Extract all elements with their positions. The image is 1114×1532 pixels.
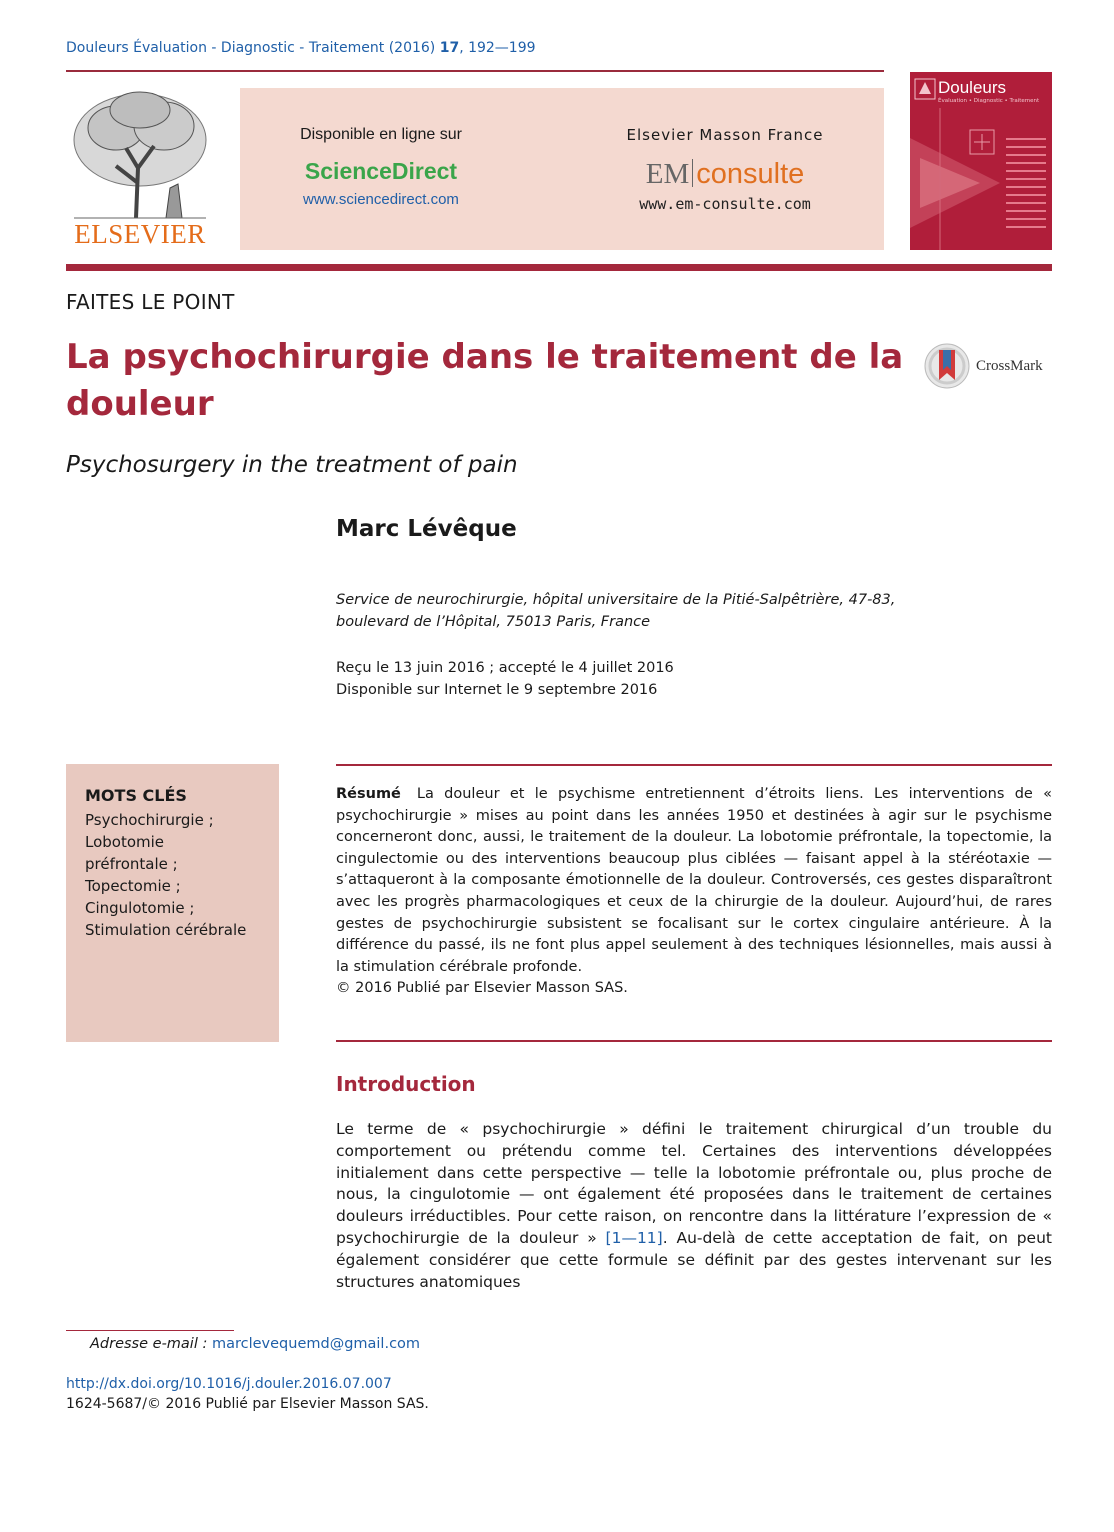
journal-volume: 17 xyxy=(439,40,460,56)
emconsulte-logo xyxy=(570,158,880,191)
introduction-heading: Introduction xyxy=(336,1072,476,1096)
intro-text-continued: . Au-delà de cette acceptation de fait, on peut également considérer que cette formule se définit par des gestes intervenant sur les structures anatomiques xyxy=(336,1228,1052,1291)
header-thick-rule xyxy=(66,264,1052,271)
email-link[interactable]: marclevequemd@gmail.com xyxy=(211,1336,421,1352)
abstract-body xyxy=(336,784,1052,978)
cover-subtitle: Évaluation • Diagnostic • Traitement xyxy=(938,98,1040,104)
crossmark-label: CrossMark xyxy=(976,358,1043,374)
cover-title: Douleurs xyxy=(938,78,1007,97)
emconsulte-block[interactable] xyxy=(570,88,880,213)
tree-icon xyxy=(66,88,214,220)
introduction-paragraph xyxy=(336,1119,1052,1293)
affiliation-line: Service de neurochirurgie, hôpital universitaire de la Pitié-Salpêtrière, 47-83, xyxy=(336,592,896,608)
availability-banner xyxy=(240,88,884,250)
footnote-email xyxy=(90,1336,420,1352)
em-wordmark: EM xyxy=(645,158,690,190)
keyword-item: Psychochirurgie ; xyxy=(85,811,214,829)
elsevier-logo[interactable] xyxy=(66,88,214,250)
sciencedirect-logo: ScienceDirect xyxy=(304,158,458,184)
affiliation-line: boulevard de l’Hôpital, 75013 Paris, France xyxy=(336,614,651,630)
abstract xyxy=(336,784,1052,1000)
keywords-box xyxy=(66,764,279,1042)
email-label: Adresse e-mail : xyxy=(90,1336,208,1352)
sciencedirect-block[interactable] xyxy=(240,88,522,208)
available-online-label: Disponible en ligne sur xyxy=(300,126,462,143)
article-subtitle-english: Psychosurgery in the treatment of pain xyxy=(66,452,518,478)
cover-logo-icon xyxy=(914,78,936,100)
journal-cover[interactable] xyxy=(910,72,1052,250)
journal-name: Douleurs Évaluation - Diagnostic - Traitement (2016) xyxy=(66,40,440,56)
keyword-item: Lobotomie xyxy=(85,833,165,851)
doi-link[interactable]: http://dx.doi.org/10.1016/j.douler.2016.07.007 xyxy=(66,1376,392,1392)
emconsulte-link[interactable]: www.em-consulte.com xyxy=(639,195,811,213)
elsevier-masson-label: Elsevier Masson France xyxy=(626,126,824,144)
sciencedirect-link[interactable]: www.sciencedirect.com xyxy=(303,191,459,208)
keywords-list xyxy=(85,809,246,941)
abstract-rule-top xyxy=(336,764,1052,766)
logo-divider xyxy=(692,159,693,187)
intro-text: Le terme de « psychochirurgie » défini le traitement chirurgical d’un trouble du comportement ou prétendu comme tel. Certaines des interventions développées initialement dans cette perspective — telle la lobotomie préfrontale ou, plus proche de nous, la cingulotomie — ont également été proposées dans le traitement de certaines douleurs irréductibles. Pour cette raison, on rencontre dans la littérature l’expression de « psychochirurgie de la douleur » xyxy=(336,1120,1052,1247)
author-affiliation xyxy=(336,589,1052,633)
keyword-item: Cingulotomie ; xyxy=(85,899,195,917)
journal-citation[interactable] xyxy=(66,40,536,56)
keyword-item: Stimulation cérébrale xyxy=(85,921,247,939)
article-dates xyxy=(336,657,1052,701)
consulte-wordmark: consulte xyxy=(696,158,805,190)
header-rule xyxy=(66,70,884,72)
author-name: Marc Lévêque xyxy=(336,516,517,542)
abstract-copyright: © 2016 Publié par Elsevier Masson SAS. xyxy=(336,980,628,997)
keyword-item: préfrontale ; xyxy=(85,855,178,873)
footnote-rule xyxy=(66,1330,234,1331)
journal-pages: , 192—199 xyxy=(459,40,536,56)
keyword-item: Topectomie ; xyxy=(85,877,181,895)
received-accepted-dates: Reçu le 13 juin 2016 ; accepté le 4 juillet 2016 xyxy=(336,660,674,676)
abstract-text: La douleur et le psychisme entretiennent d’étroits liens. Les interventions de « psychochirurgie » mises au point dans les années 1950 et destinées à agir sur le psychisme concerneront donc, aussi, le traitement de la douleur. La lobotomie préfrontale, la topectomie, la cingulectomie ou des interventions beaucoup plus ciblées — faisant appel à la stéréotaxie — s’attaqueront à la composante émotionnelle de la douleur. Controversés, ces gestes disparaîtront avec les progrès pharmacologiques et ceux de la chirurgie de la douleur. Aujourd’hui, de rares gestes de psychochirurgie subsistent se focalisant sur le cortex cingulaire antérieure. À la différence du passé, ils ne font plus appel seulement à des techniques lésionnelles, mais aussi à la stimulation cérébrale profonde. xyxy=(336,786,1052,975)
keywords-heading: MOTS CLÉS xyxy=(85,786,187,805)
cover-toc-lines xyxy=(1006,138,1046,234)
section-label: FAITES LE POINT xyxy=(66,290,235,314)
crossmark-icon xyxy=(922,342,972,390)
reference-link[interactable]: [1—11] xyxy=(605,1228,663,1247)
crossmark-badge[interactable] xyxy=(922,342,1054,390)
cover-artwork xyxy=(910,108,1010,250)
online-date: Disponible sur Internet le 9 septembre 2016 xyxy=(336,682,658,698)
issn-copyright: 1624-5687/© 2016 Publié par Elsevier Masson SAS. xyxy=(66,1396,429,1412)
elsevier-wordmark: ELSEVIER xyxy=(74,219,206,249)
abstract-rule-bottom xyxy=(336,1040,1052,1042)
abstract-lead: Résumé xyxy=(336,786,401,802)
article-title: La psychochirurgie dans le traitement de la douleur xyxy=(66,337,904,424)
